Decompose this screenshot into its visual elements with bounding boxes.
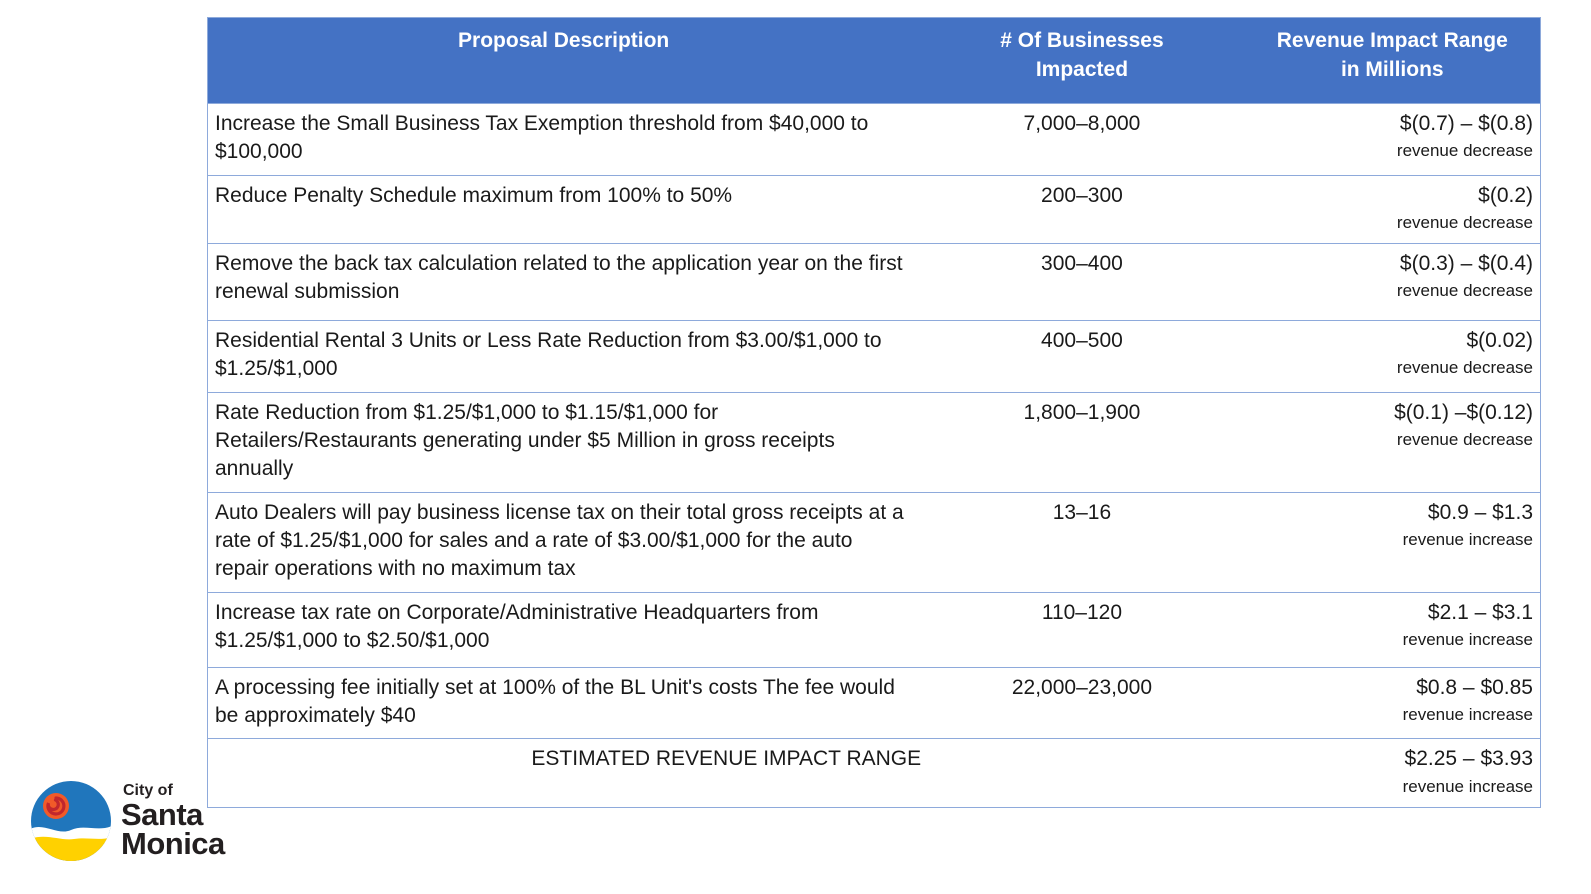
- revenue-impact-cell: [1245, 320, 1541, 392]
- header-row: [208, 18, 1541, 104]
- header-proposal-description-label: Proposal Description: [458, 29, 670, 52]
- table-row: [208, 320, 1541, 392]
- revenue-impact-cell: [1245, 104, 1541, 176]
- logo-name-line1: Santa: [121, 796, 203, 832]
- businesses-impacted-cell: 13–16: [919, 492, 1244, 592]
- header-revenue-impact-line2: in Millions: [1340, 57, 1444, 81]
- revenue-impact-value: $(0.3) – $(0.4): [1399, 251, 1533, 275]
- header-revenue-impact: [1245, 18, 1541, 104]
- header-revenue-impact-line1: Revenue Impact Range: [1276, 29, 1508, 52]
- revenue-impact-value: $0.8 – $0.85: [1416, 675, 1533, 699]
- proposal-description-cell: Rate Reduction from $1.25/$1,000 to $1.15/$1,000 for Retailers/Restaurants generating under $5 Million in gross receipts annually: [208, 392, 920, 492]
- proposals-table-container: [207, 17, 1541, 808]
- summary-impact-note: revenue increase: [1402, 776, 1533, 796]
- revenue-impact-note: revenue increase: [1402, 530, 1533, 550]
- table-row: [208, 592, 1541, 667]
- revenue-impact-value: $(0.1) –$(0.12): [1394, 400, 1533, 424]
- table-row: [208, 492, 1541, 592]
- table-row: [208, 243, 1541, 320]
- revenue-impact-cell: [1245, 175, 1541, 243]
- businesses-impacted-cell: 110–120: [919, 592, 1244, 667]
- proposal-description-cell: Increase the Small Business Tax Exemption threshold from $40,000 to $100,000: [208, 104, 920, 176]
- summary-impact-cell: [1245, 739, 1541, 807]
- header-businesses-line2: Impacted: [1035, 57, 1129, 81]
- proposal-description-cell: Reduce Penalty Schedule maximum from 100% to 50%: [208, 175, 920, 243]
- santa-monica-logo-icon: [30, 780, 112, 862]
- revenue-impact-note: revenue increase: [1402, 630, 1533, 650]
- table-row: [208, 392, 1541, 492]
- logo-tagline: City of: [123, 782, 173, 799]
- businesses-impacted-cell: 22,000–23,000: [919, 667, 1244, 739]
- businesses-impacted-cell: 7,000–8,000: [919, 104, 1244, 176]
- revenue-impact-cell: [1245, 592, 1541, 667]
- table-row: [208, 104, 1541, 176]
- revenue-impact-note: revenue decrease: [1396, 281, 1533, 301]
- revenue-impact-value: $0.9 – $1.3: [1427, 500, 1533, 524]
- revenue-impact-value: $2.1 – $3.1: [1427, 600, 1533, 624]
- proposal-description-cell: A processing fee initially set at 100% of the BL Unit's costs The fee would be approximately $40: [208, 667, 920, 739]
- revenue-impact-note: revenue increase: [1402, 705, 1533, 725]
- revenue-impact-cell: [1245, 667, 1541, 739]
- revenue-impact-cell: [1245, 492, 1541, 592]
- summary-row: [208, 739, 1541, 807]
- header-businesses-line1: # Of Businesses: [1000, 29, 1164, 52]
- revenue-impact-value: $(0.02): [1466, 328, 1533, 352]
- logo-name-line2: Monica: [121, 826, 225, 862]
- proposal-description-cell: Residential Rental 3 Units or Less Rate Reduction from $3.00/$1,000 to $1.25/$1,000: [208, 320, 920, 392]
- businesses-impacted-cell: 400–500: [919, 320, 1244, 392]
- header-proposal-description: [208, 18, 920, 104]
- businesses-impacted-cell: 200–300: [919, 175, 1244, 243]
- revenue-impact-cell: [1245, 392, 1541, 492]
- santa-monica-logo: [30, 780, 225, 862]
- revenue-impact-value: $(0.2): [1478, 183, 1533, 207]
- revenue-impact-cell: [1245, 243, 1541, 320]
- businesses-impacted-cell: 1,800–1,900: [919, 392, 1244, 492]
- table-row: [208, 175, 1541, 243]
- proposal-description-cell: Increase tax rate on Corporate/Administrative Headquarters from $1.25/$1,000 to $2.50/$1,000: [208, 592, 920, 667]
- businesses-impacted-cell: 300–400: [919, 243, 1244, 320]
- header-businesses-impacted: [919, 18, 1244, 104]
- proposals-table: [207, 17, 1541, 808]
- summary-label: ESTIMATED REVENUE IMPACT RANGE: [208, 739, 1245, 807]
- proposal-description-cell: Remove the back tax calculation related to the application year on the first renewal submission: [208, 243, 920, 320]
- revenue-impact-note: revenue decrease: [1396, 430, 1533, 449]
- revenue-impact-note: revenue decrease: [1396, 141, 1533, 161]
- summary-impact-value: $2.25 – $3.93: [1404, 747, 1533, 771]
- table-row: [208, 667, 1541, 739]
- santa-monica-logo-text: [121, 780, 225, 862]
- proposal-description-cell: Auto Dealers will pay business license tax on their total gross receipts at a rate of $1.25/$1,000 for sales and a rate of $3.00/$1,000 for the auto repair operations with no maximum tax: [208, 492, 920, 592]
- revenue-impact-value: $(0.7) – $(0.8): [1399, 112, 1533, 135]
- revenue-impact-note: revenue decrease: [1396, 358, 1533, 378]
- revenue-impact-note: revenue decrease: [1396, 213, 1533, 233]
